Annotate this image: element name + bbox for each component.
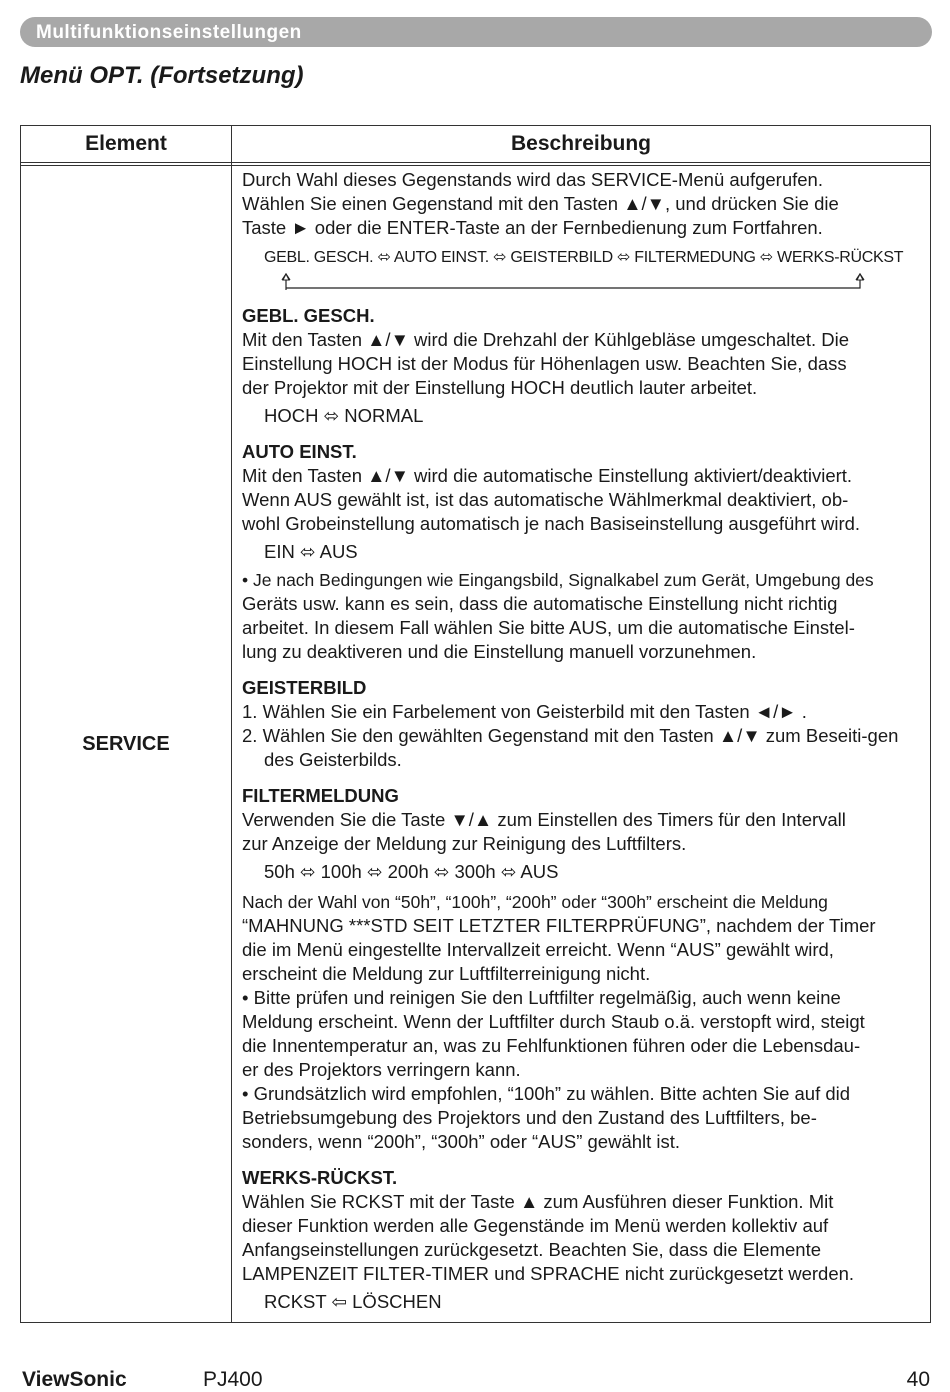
element-cell: SERVICE [21,166,232,1323]
text-line: arbeitet. In diesem Fall wählen Sie bitte AUS, um die automatische Einstel- [242,617,855,638]
filter-heading: FILTERMELDUNG [242,785,399,806]
text-line: Wenn AUS gewählt ist, ist das automatische Wählmerkmal deaktiviert, ob- [242,489,849,510]
footer-brand: ViewSonic [22,1368,127,1391]
text-line: sonders, wenn “200h”, “300h” oder “AUS” gewählt ist. [242,1131,681,1152]
loop-arrow-icon [280,270,920,292]
text-line: • Grundsätzlich wird empfohlen, “100h” zu wählen. Bitte achten Sie auf did [242,1083,851,1104]
section-header-bar [20,17,932,47]
text-line: Meldung erscheint. Wenn der Luftfilter durch Staub o.ä. verstopft wird, steigt [242,1011,865,1032]
filter-note [242,890,920,1154]
text-line: erscheint die Meldung zur Luftfilterreinigung nicht. [242,963,651,984]
page-number: 40 [906,1368,930,1391]
filter-options: 50h ⬄ 100h ⬄ 200h ⬄ 300h ⬄ AUS [264,861,559,882]
text-line: Geräts usw. kann es sein, dass die automatische Einstellung nicht richtig [242,593,838,614]
list-item: 2. Wählen Sie den gewählten Gegenstand mit den Tasten ▲/▼ zum Beseiti-gen des Geisterbilds. [242,725,899,770]
text-line: lung zu deaktiveren und die Einstellung manuell vorzunehmen. [242,641,757,662]
table-header-row [21,126,931,163]
gebl-heading: GEBL. GESCH. [242,305,375,326]
text-line: die Innentemperatur an, was zu Fehlfunktionen führen oder die Lebensdau- [242,1035,861,1056]
text-line: er des Projektors verringern kann. [242,1059,521,1080]
text-line: • Je nach Bedingungen wie Eingangsbild, Signalkabel zum Gerät, Umgebung des [242,570,874,590]
page-title: Menü OPT. (Fortsetzung) [20,62,304,89]
list-item: 1. Wählen Sie ein Farbelement von Geisterbild mit den Tasten ◄/► . [242,701,807,722]
menu-chain: GEBL. GESCH. ⬄ AUTO EINST. ⬄ GEISTERBILD ⬄ FILTERMEDUNG ⬄ WERKS-RÜCKST [264,249,904,266]
werks-heading: WERKS-RÜCKST. [242,1167,398,1188]
text-line: Mit den Tasten ▲/▼ wird die Drehzahl der Kühlgebläse umgeschaltet. Die [242,329,850,350]
column-header-description: Beschreibung [232,126,931,163]
settings-table [20,125,931,1323]
section-title: Multifunktionseinstellungen [36,22,302,43]
text-line: Anfangseinstellungen zurückgesetzt. Beachten Sie, dass die Elemente [242,1239,822,1260]
text-line: wohl Grobeinstellung automatisch je nach Basiseinstellung ausgeführt wird. [242,513,861,534]
text-line: zur Anzeige der Meldung zur Reinigung des Luftfilters. [242,833,687,854]
gebl-options: HOCH ⬄ NORMAL [264,405,424,426]
table-row [21,166,931,1323]
text-line: Wählen Sie RCKST mit der Taste ▲ zum Ausführen dieser Funktion. Mit [242,1191,834,1212]
text-line: Verwenden Sie die Taste ▼/▲ zum Einstellen des Timers für den Intervall [242,809,846,830]
auto-note [242,568,920,664]
text-line: der Projektor mit der Einstellung HOCH deutlich lauter arbeitet. [242,377,758,398]
intro-text [242,168,920,240]
footer-model: PJ400 [203,1368,263,1391]
text-line: Wählen Sie einen Gegenstand mit den Tasten ▲/▼, und drücken Sie die [242,193,839,214]
text-line: Taste ► oder die ENTER-Taste an der Fernbedienung zum Fortfahren. [242,217,823,238]
text-line: die im Menü eingestellte Intervallzeit erreicht. Wenn “AUS” gewählt wird, [242,939,834,960]
text-line: Durch Wahl dieses Gegenstands wird das SERVICE-Menü aufgerufen. [242,169,823,190]
text-line: Betriebsumgebung des Projektors und den Zustand des Luftfilters, be- [242,1107,817,1128]
text-line: Einstellung HOCH ist der Modus für Höhenlagen usw. Beachten Sie, dass [242,353,847,374]
auto-options: EIN ⬄ AUS [264,541,358,562]
text-line: “MAHNUNG ***STD SEIT LETZTER FILTERPRÜFUNG”, nachdem der Timer [242,915,876,936]
text-line: Mit den Tasten ▲/▼ wird die automatische Einstellung aktiviert/deaktiviert. [242,465,853,486]
auto-heading: AUTO EINST. [242,441,357,462]
column-header-element: Element [21,126,232,163]
werks-options: RCKST ⇦ LÖSCHEN [264,1291,442,1312]
text-line: Nach der Wahl von “50h”, “100h”, “200h” oder “300h” erscheint die Meldung [242,892,828,912]
text-line: dieser Funktion werden alle Gegenstände im Menü werden kollektiv auf [242,1215,829,1236]
text-line: • Bitte prüfen und reinigen Sie den Luftfilter regelmäßig, auch wenn keine [242,987,841,1008]
description-cell [232,166,931,1323]
text-line: LAMPENZEIT FILTER-TIMER und SPRACHE nicht zurückgesetzt werden. [242,1263,855,1284]
geist-heading: GEISTERBILD [242,677,367,698]
